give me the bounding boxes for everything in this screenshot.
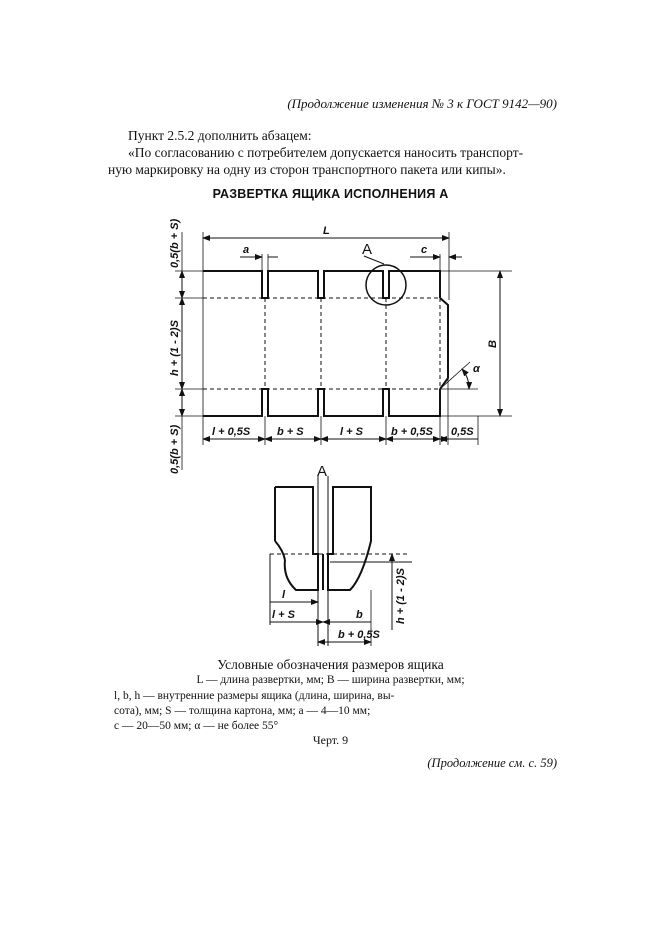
dim-flap-bottom-label: 0,5(b + S): [169, 424, 181, 474]
detail-b-label: b: [356, 609, 363, 621]
extension-lines: [175, 232, 512, 445]
dim-w3-label: l + S: [340, 426, 363, 438]
legend-line-2: l, b, h — внутренние размеры ящика (длина, ширина, вы-: [114, 690, 395, 702]
dim-L-label: L: [323, 225, 330, 237]
legend-title: Условные обозначения размеров ящика: [217, 657, 444, 672]
paragraph-line-1: Пункт 2.5.2 дополнить абзацем:: [128, 128, 312, 143]
detail-b05S-label: b + 0,5S: [338, 629, 380, 641]
dim-w1-label: l + 0,5S: [212, 426, 251, 438]
dim-a-label: a: [243, 244, 250, 256]
dim-w5-label: 0,5S: [451, 426, 474, 438]
detail-a-marker: A: [362, 241, 373, 258]
figure-caption: Черт. 9: [312, 733, 349, 747]
paragraph-line-3: ную маркировку на одну из сторон транспортного пакета или кипы».: [108, 162, 506, 177]
detail-h-label: h + (1 - 2)S: [395, 568, 407, 624]
paragraph-line-2: «По согласованию с потребителем допускается наносить транспорт-: [128, 145, 524, 160]
dim-w4-label: b + 0,5S: [391, 426, 433, 438]
dim-B-label: B: [487, 340, 499, 348]
dim-alpha-label: α: [473, 363, 480, 375]
drawing-title: РАЗВЕРТКА ЯЩИКА ИСПОЛНЕНИЯ А: [212, 187, 449, 201]
legend-line-3: сота), мм; S — толщина картона, мм; a — 4—10 мм;: [114, 705, 371, 717]
dim-c-label: c: [421, 244, 428, 256]
dim-w2-label: b + S: [277, 426, 304, 438]
detail-l-label: l: [282, 589, 286, 601]
continuation-header: (Продолжение изменения № 3 к ГОСТ 9142—90): [287, 96, 557, 111]
continuation-footer: (Продолжение см. с. 59): [427, 756, 557, 770]
blank-outline: [203, 271, 448, 416]
dim-flap-top-label: 0,5(b + S): [169, 218, 181, 268]
dim-height-label: h + (1 - 2)S: [169, 320, 181, 376]
detail-view-title: A: [317, 463, 328, 480]
fold-lines: [203, 298, 440, 389]
detail-lS-label: l + S: [272, 609, 295, 621]
legend-line-1: L — длина развертки, мм; B — ширина развертки, мм;: [196, 674, 465, 686]
legend-line-4: c — 20—50 мм; α — не более 55°: [114, 720, 279, 732]
